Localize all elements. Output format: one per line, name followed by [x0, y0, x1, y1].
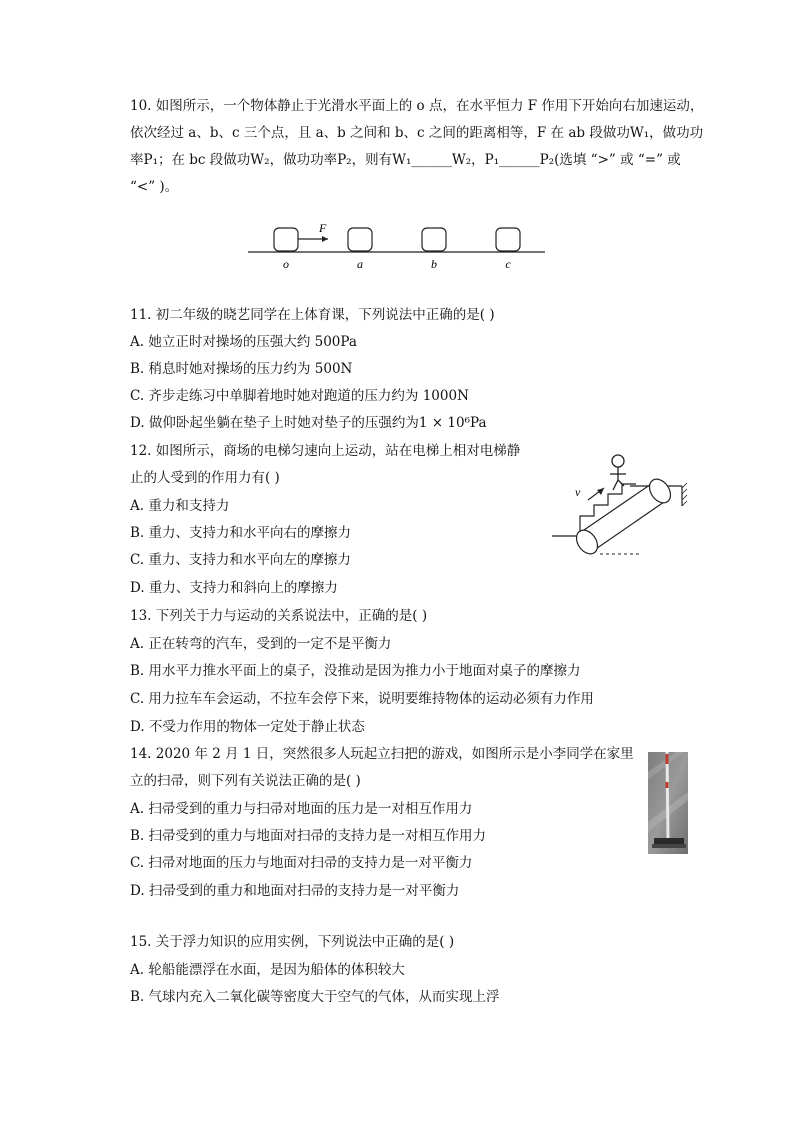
q14-option-d: D. 扫帚受到的重力和地面对扫帚的支持力是一对平衡力: [130, 883, 460, 899]
q13-option-d: D. 不受力作用的物体一定处于静止状态: [130, 719, 365, 735]
bottom-roller: [572, 526, 602, 558]
q11-option-d: D. 做仰卧起坐躺在垫子上时她对垫子的压强约为1 × 10⁶Pa: [130, 415, 487, 431]
broom-handle: [667, 752, 668, 840]
q10-stem-line-3: 率P₁；在 bc 段做功W₂，做功功率P₂，则有W₁______W₂，P₁______P₂(选填 “>” 或 “=” 或: [130, 152, 681, 168]
velocity-arrowhead-icon: [597, 488, 604, 495]
escalator-steps: [580, 484, 636, 532]
q15-option-a: A. 轮船能漂浮在水面，是因为船体的体积较大: [130, 962, 405, 978]
q13-stem: 13. 下列关于力与运动的关系说法中，正确的是( ): [130, 608, 428, 624]
escalator-figure: [550, 450, 700, 560]
q14-option-b: B. 扫帚受到的重力与地面对扫帚的支持力是一对相互作用力: [130, 828, 487, 844]
belt-bottom-edge: [590, 502, 664, 553]
point-label-a: a: [357, 257, 363, 271]
q12-option-d: D. 重力、支持力和斜向上的摩擦力: [130, 580, 338, 596]
q11-option-b: B. 稍息时她对操场的压力约为 500N: [130, 361, 353, 377]
q13-option-c: C. 用力拉车车会运动，不拉车会停下来，说明要维持物体的运动必须有力作用: [130, 691, 594, 707]
q12-option-b: B. 重力、支持力和水平向右的摩擦力: [130, 525, 352, 541]
force-arrowhead-icon: [322, 236, 328, 242]
q11-option-c: C. 齐步走练习中单脚着地时她对跑道的压力约为 1000N: [130, 388, 469, 404]
broom-head: [654, 838, 684, 844]
block-at-b: [422, 228, 446, 251]
top-roller: [645, 475, 675, 507]
q12-option-a: A. 重力和支持力: [130, 498, 230, 514]
q11-option-a: A. 她立正时对操场的压强大约 500Pa: [130, 334, 357, 350]
q14-stem-line-2: 立的扫帚，则下列有关说法正确的是( ): [130, 773, 361, 789]
q14-option-c: C. 扫帚对地面的压力与地面对扫帚的支持力是一对平衡力: [130, 855, 473, 871]
q14-option-a: A. 扫帚受到的重力与扫帚对地面的压力是一对相互作用力: [130, 801, 473, 817]
point-label-c: c: [505, 257, 511, 271]
block-at-o: [274, 228, 298, 251]
q10-motion-figure: [240, 218, 550, 278]
q10-stem-line-4: “<” )。: [130, 179, 179, 195]
q14-stem-line-1: 14. 2020 年 2 月 1 日，突然很多人玩起立扫把的游戏，如图所示是小李同学在家里: [130, 746, 634, 762]
q11-stem: 11. 初二年级的晓艺同学在上体育课，下列说法中正确的是( ): [130, 307, 495, 323]
q10-stem-line-2: 依次经过 a、b、c 三个点，且 a、b 之间和 b、c 之间的距离相等，F 在 ab 段做功W₁，做功功: [130, 125, 704, 141]
force-label: F: [319, 221, 327, 235]
velocity-label: v: [575, 485, 581, 499]
q15-option-b: B. 气球内充入二氧化碳等密度大于空气的气体，从而实现上浮: [130, 989, 500, 1005]
q12-option-c: C. 重力、支持力和水平向左的摩擦力: [130, 552, 351, 568]
point-label-o: o: [283, 257, 289, 271]
q13-option-b: B. 用水平力推水平面上的桌子，没推动是因为推力小于地面对桌子的摩擦力: [130, 663, 581, 679]
block-at-c: [496, 228, 520, 251]
q10-stem-line-1: 10. 如图所示，一个物体静止于光滑水平面上的 o 点，在水平恒力 F 作用下开始向右加速运动，: [130, 98, 704, 114]
q13-option-a: A. 正在转弯的汽车，受到的一定不是平衡力: [130, 636, 392, 652]
q12-stem-line-2: 止的人受到的作用力有( ): [130, 470, 280, 486]
broom-photo: [648, 752, 688, 854]
q12-stem-line-1: 12. 如图所示，商场的电梯匀速向上运动，站在电梯上相对电梯静: [130, 443, 521, 459]
point-label-b: b: [431, 257, 437, 271]
block-at-a: [348, 228, 372, 251]
person-icon: [610, 455, 626, 490]
q15-stem: 15. 关于浮力知识的应用实例，下列说法中正确的是( ): [130, 934, 455, 950]
top-landing-hatch: [682, 483, 687, 506]
